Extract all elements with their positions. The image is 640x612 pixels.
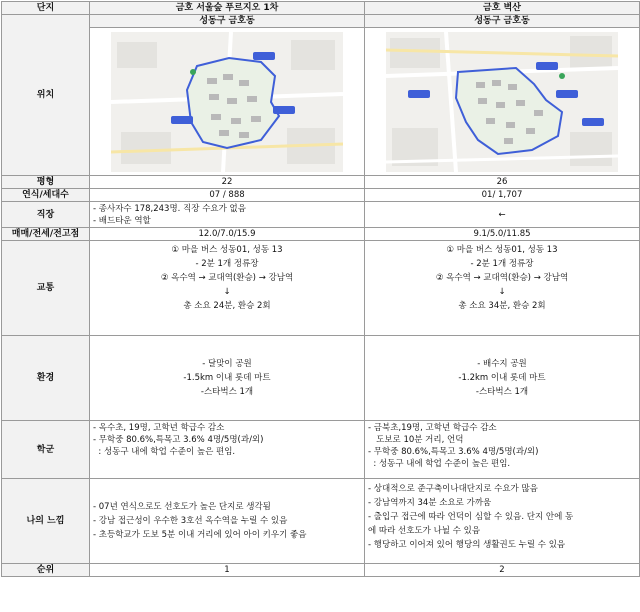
transport-line: - 2분 1개 정류장 bbox=[195, 259, 259, 269]
opinion-label: 나의 느낌 bbox=[2, 479, 90, 564]
environment-line: - 달맞이 공원 bbox=[202, 359, 252, 369]
school-line: - 무학중 80.6%,특목고 3.6% 4명/5명(과/외) bbox=[368, 447, 539, 457]
complex-1-map-cell bbox=[90, 28, 365, 176]
job-line: - 종사자수 178,243명. 직장 수요가 없음 bbox=[93, 203, 246, 214]
job-label: 직장 bbox=[2, 202, 90, 228]
transport-line: ① 마을 버스 성동01, 성동 13 bbox=[171, 245, 283, 255]
opinion-line: - 07년 연식으로도 선호도가 높은 단지로 생각됨 bbox=[93, 502, 271, 512]
complex-1-map bbox=[111, 32, 343, 172]
rank-row bbox=[2, 564, 640, 577]
opinion-line: 에 따라 선호도가 나뉠 수 있음 bbox=[368, 526, 481, 536]
environment-line: -스타벅스 1개 bbox=[475, 387, 529, 397]
complex-1-rank: 1 bbox=[90, 564, 365, 577]
school-line: 도보로 10분 거리, 언덕 bbox=[368, 435, 464, 445]
transport-line: - 2분 1개 정류장 bbox=[470, 259, 534, 269]
transport-line: ↓ bbox=[498, 287, 506, 297]
complex-2-map bbox=[386, 32, 618, 172]
environment-line: -1.2km 이내 롯데 마트 bbox=[458, 373, 546, 383]
price-label: 매매/전세/전고점 bbox=[2, 228, 90, 241]
complex-2-price: 9.1/5.0/11.85 bbox=[365, 228, 640, 241]
pyeong-row bbox=[2, 176, 640, 189]
transport-line: ② 옥수역 → 교대역(환승) → 강남역 bbox=[160, 273, 294, 283]
job-line: - 배드타운 역할 bbox=[93, 215, 151, 226]
complex-1-year-units: 07 / 888 bbox=[90, 189, 365, 202]
complex-1-job bbox=[90, 202, 365, 228]
school-line: : 성동구 내에 학업 수준이 높은 편임. bbox=[368, 459, 511, 469]
complex-1-pyeong: 22 bbox=[90, 176, 365, 189]
complex-2-map-cell bbox=[365, 28, 640, 176]
opinion-line: - 강남역까지 34분 소요로 가까움 bbox=[368, 498, 492, 508]
complex-1-price: 12.0/7.0/15.9 bbox=[90, 228, 365, 241]
opinion-row bbox=[2, 479, 640, 564]
job-row bbox=[2, 202, 640, 228]
comparison-table bbox=[1, 1, 640, 577]
school-line: : 성동구 내에 학업 수준이 높은 편임. bbox=[93, 447, 236, 457]
environment-row bbox=[2, 336, 640, 421]
complex-2-year-units: 01/ 1,707 bbox=[365, 189, 640, 202]
complex-2-pyeong: 26 bbox=[365, 176, 640, 189]
school-row bbox=[2, 421, 640, 479]
header-label: 단지 bbox=[2, 2, 90, 15]
header-row bbox=[2, 2, 640, 15]
complex-2-environment bbox=[365, 336, 640, 421]
transport-line: 총 소요 34분, 환승 2회 bbox=[458, 301, 546, 311]
year-units-label: 연식/세대수 bbox=[2, 189, 90, 202]
complex-2-rank: 2 bbox=[365, 564, 640, 577]
complex-1-area: 성동구 금호동 bbox=[90, 15, 365, 28]
school-line: - 옥수초, 19명, 고학년 학급수 감소 bbox=[93, 423, 225, 433]
complex-2-area: 성동구 금호동 bbox=[365, 15, 640, 28]
environment-line: -1.5km 이내 롯데 마트 bbox=[183, 373, 271, 383]
complex-1-school bbox=[90, 421, 365, 479]
complex-2-school bbox=[365, 421, 640, 479]
pyeong-label: 평형 bbox=[2, 176, 90, 189]
environment-line: -스타벅스 1개 bbox=[200, 387, 254, 397]
transport-line: ② 옥수역 → 교대역(환승) → 강남역 bbox=[435, 273, 569, 283]
complex-1-environment bbox=[90, 336, 365, 421]
school-line: - 금북초,19명, 고학년 학급수 감소 bbox=[368, 423, 497, 433]
location-label: 위치 bbox=[2, 15, 90, 176]
year-units-row bbox=[2, 189, 640, 202]
transport-label: 교통 bbox=[2, 241, 90, 336]
transport-line: ↓ bbox=[223, 287, 231, 297]
opinion-line: - 출입구 접근에 따라 언덕이 심할 수 있음. 단지 안에 동 bbox=[368, 512, 574, 522]
area-row bbox=[2, 15, 640, 28]
opinion-line: - 행당하고 이어져 있어 행당의 생활권도 누릴 수 있음 bbox=[368, 540, 566, 550]
opinion-line: - 강남 접근성이 우수한 3호선 옥수역을 누릴 수 있음 bbox=[93, 516, 288, 526]
map-row bbox=[2, 28, 640, 176]
transport-line: ① 마을 버스 성동01, 성동 13 bbox=[446, 245, 558, 255]
environment-line: - 배수지 공원 bbox=[477, 359, 527, 369]
environment-label: 환경 bbox=[2, 336, 90, 421]
map-icon bbox=[111, 32, 343, 172]
complex-2-transport bbox=[365, 241, 640, 336]
complex-1-transport bbox=[90, 241, 365, 336]
school-line: - 무학중 80.6%,특목고 3.6% 4명/5명(과/외) bbox=[93, 435, 264, 445]
complex-1-opinion bbox=[90, 479, 365, 564]
map-icon bbox=[386, 32, 618, 172]
opinion-line: - 초등학교가 도보 5분 이내 거리에 있어 아이 키우기 좋음 bbox=[93, 530, 307, 540]
complex-2-job: ← bbox=[365, 202, 640, 228]
school-label: 학군 bbox=[2, 421, 90, 479]
complex-2-name: 금호 벽산 bbox=[365, 2, 640, 15]
price-row bbox=[2, 228, 640, 241]
transport-line: 총 소요 24분, 환승 2회 bbox=[183, 301, 271, 311]
opinion-line: - 상대적으로 준구축이나대단지로 수요가 많음 bbox=[368, 484, 538, 494]
complex-1-name: 금호 서울숲 푸르지오 1차 bbox=[90, 2, 365, 15]
transport-row bbox=[2, 241, 640, 336]
rank-label: 순위 bbox=[2, 564, 90, 577]
complex-2-opinion bbox=[365, 479, 640, 564]
